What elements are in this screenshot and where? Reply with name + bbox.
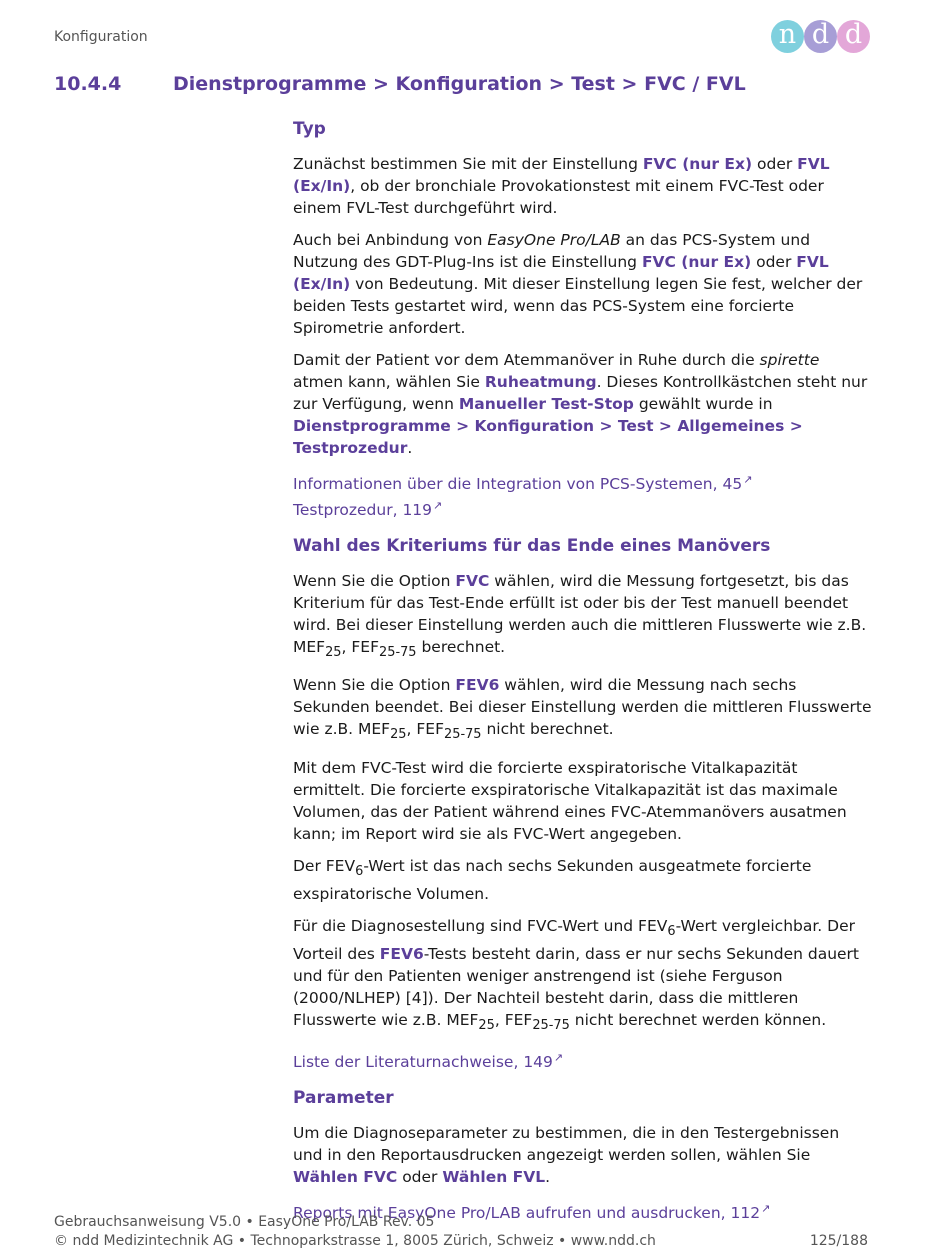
option-fvc-nur-ex: FVC (nur Ex) bbox=[642, 155, 753, 173]
logo-circle-d1: d bbox=[804, 20, 837, 53]
kriterium-paragraph-1: Wenn Sie die Option FVC wählen, wird die Messung fortgesetzt, bis das Kriterium für das Test-Ende erfüllt ist oder bis der Test manuell beendet wird. Bei dieser Einstellung werden auch die mittleren Flusswerte wie z.B. $MEF_{25}$, $FEF_{25-75}$ berechnet. bbox=[293, 572, 867, 661]
link-pcs-integration[interactable]: Informationen über die Integration von PCS-Systemen, 45↗ bbox=[293, 473, 753, 494]
option-waehlen-fvl: Wählen FVL bbox=[442, 1167, 546, 1186]
logo-circle-d2: d bbox=[837, 20, 870, 53]
option-fvc-nur-ex: FVC (nur Ex) bbox=[641, 253, 752, 271]
heading-typ: Typ bbox=[293, 119, 326, 139]
option-fev6: FEV6 bbox=[379, 944, 424, 963]
external-link-icon: ↗ bbox=[743, 473, 753, 486]
option-ruheatmung: Ruheatmung bbox=[484, 373, 597, 391]
link-reports[interactable]: Reports mit EasyOne Pro/LAB aufrufen und ausdrucken, 112↗ bbox=[293, 1201, 771, 1223]
logo-circle-n: n bbox=[771, 20, 804, 53]
section-title: Dienstprogramme > Konfiguration > Test > FVC / FVL bbox=[173, 73, 746, 95]
option-waehlen-fvc: Wählen FVC bbox=[293, 1167, 398, 1186]
typ-paragraph-2: Auch bei Anbindung von EasyOne Pro/LAB an das PCS-System und Nutzung des GDT-Plug-Ins ist die Einstellung FVC (nur Ex) oder FVL (Ex/In) von Bedeutung. Mit dieser Einstellung legen Sie fest, welcher der beiden Tests gestartet wird, wenn das PCS-System eine forcierte Spirometrie anfordert. bbox=[293, 231, 863, 337]
footer-manual-info: Gebrauchsanweisung V5.0 • EasyOne Pro/LAB Rev. 05 bbox=[54, 1214, 435, 1230]
section-number: 10.4.4 bbox=[54, 73, 122, 95]
option-fvc: FVC bbox=[455, 572, 490, 591]
typ-paragraph-1: Zunächst bestimmen Sie mit der Einstellung FVC (nur Ex) oder FVL (Ex/In), ob der bronchiale Provokationstest mit einem FVC-Test oder einem FVL-Test durchgeführt wird. bbox=[293, 155, 830, 217]
page-number: 125/188 bbox=[809, 1233, 868, 1249]
parameter-paragraph-1: Um die Diagnoseparameter zu bestimmen, die in den Testergebnissen und in den Reportausdrucken angezeigt werden sollen, wählen Sie Wählen FVC oder Wählen FVL. bbox=[293, 1123, 840, 1186]
kriterium-paragraph-5: Für die Diagnosestellung sind FVC-Wert und $FEV_6$-Wert vergleichbar. Der Vorteil des FEV6-Tests besteht darin, dass er nur sechs Sekunden dauert und für den Patienten weniger anstrengend ist (siehe Ferguson (2000/NLHEP) [4]). Der Nachteil besteht darin, dass die mittleren Flusswerte wie z.B. $MEF_{25}$, $FEF_{25-75}$ nicht berechnet werden können. bbox=[293, 916, 859, 1033]
typ-links bbox=[293, 469, 873, 521]
kriterium-paragraph-4: Der $FEV_6$-Wert ist das nach sechs Sekunden ausgeatmete forcierte exspiratorische Volumen. bbox=[293, 856, 812, 903]
heading-parameter: Parameter bbox=[293, 1087, 394, 1108]
option-fev6: FEV6 bbox=[455, 676, 500, 695]
option-fvl-ex-in: FVL (Ex/In) bbox=[293, 253, 829, 293]
menu-path-testprozedur: Dienstprogramme > Konfiguration > Test > Allgemeines > Testprozedur bbox=[293, 417, 803, 457]
heading-kriterium: Wahl des Kriteriums für das Ende eines Manövers bbox=[293, 536, 771, 557]
ndd-logo bbox=[771, 20, 871, 54]
link-testprozedur[interactable]: Testprozedur, 119↗ bbox=[293, 499, 443, 520]
option-fvl-ex-in: FVL (Ex/In) bbox=[293, 155, 830, 195]
external-link-icon: ↗ bbox=[553, 1050, 564, 1064]
kriterium-paragraph-2: Wenn Sie die Option FEV6 wählen, wird die Messung nach sechs Sekunden beendet. Bei dieser Einstellung werden die mittleren Flusswerte wie z.B. $MEF_{25}$, $FEF_{25-75}$ nicht berechnet. bbox=[293, 676, 872, 743]
main-content bbox=[293, 118, 873, 1224]
footer-company-info: © ndd Medizintechnik AG • Technoparkstrasse 1, 8005 Zürich, Schweiz • www.ndd.ch bbox=[54, 1233, 656, 1249]
kriterium-paragraph-3: Mit dem FVC-Test wird die forcierte exspiratorische Vitalkapazität ermittelt. Die forcierte exspiratorische Vitalkapazität ist das maximale Volumen, das der Patient während eines FVC-Atemmanövers ausatmen kann; im Report wird sie als FVC-Wert angegeben. bbox=[293, 758, 847, 843]
option-manueller-test-stop: Manueller Test-Stop bbox=[458, 395, 634, 413]
link-literaturnachweise[interactable]: Liste der Literaturnachweise, 149↗ bbox=[293, 1050, 564, 1071]
header-label: Konfiguration bbox=[54, 29, 148, 45]
external-link-icon: ↗ bbox=[433, 499, 443, 513]
typ-paragraph-3: Damit der Patient vor dem Atemmanöver in Ruhe durch die spirette atmen kann, wählen Sie Ruheatmung. Dieses Kontrollkästchen steht nur zur Verfügung, wenn Manueller Test-Stop gewählt wurde in Dienstprogramme > Konfiguration > Test > Allgemeines > Testprozedur. bbox=[293, 351, 868, 457]
external-link-icon: ↗ bbox=[761, 1201, 771, 1215]
